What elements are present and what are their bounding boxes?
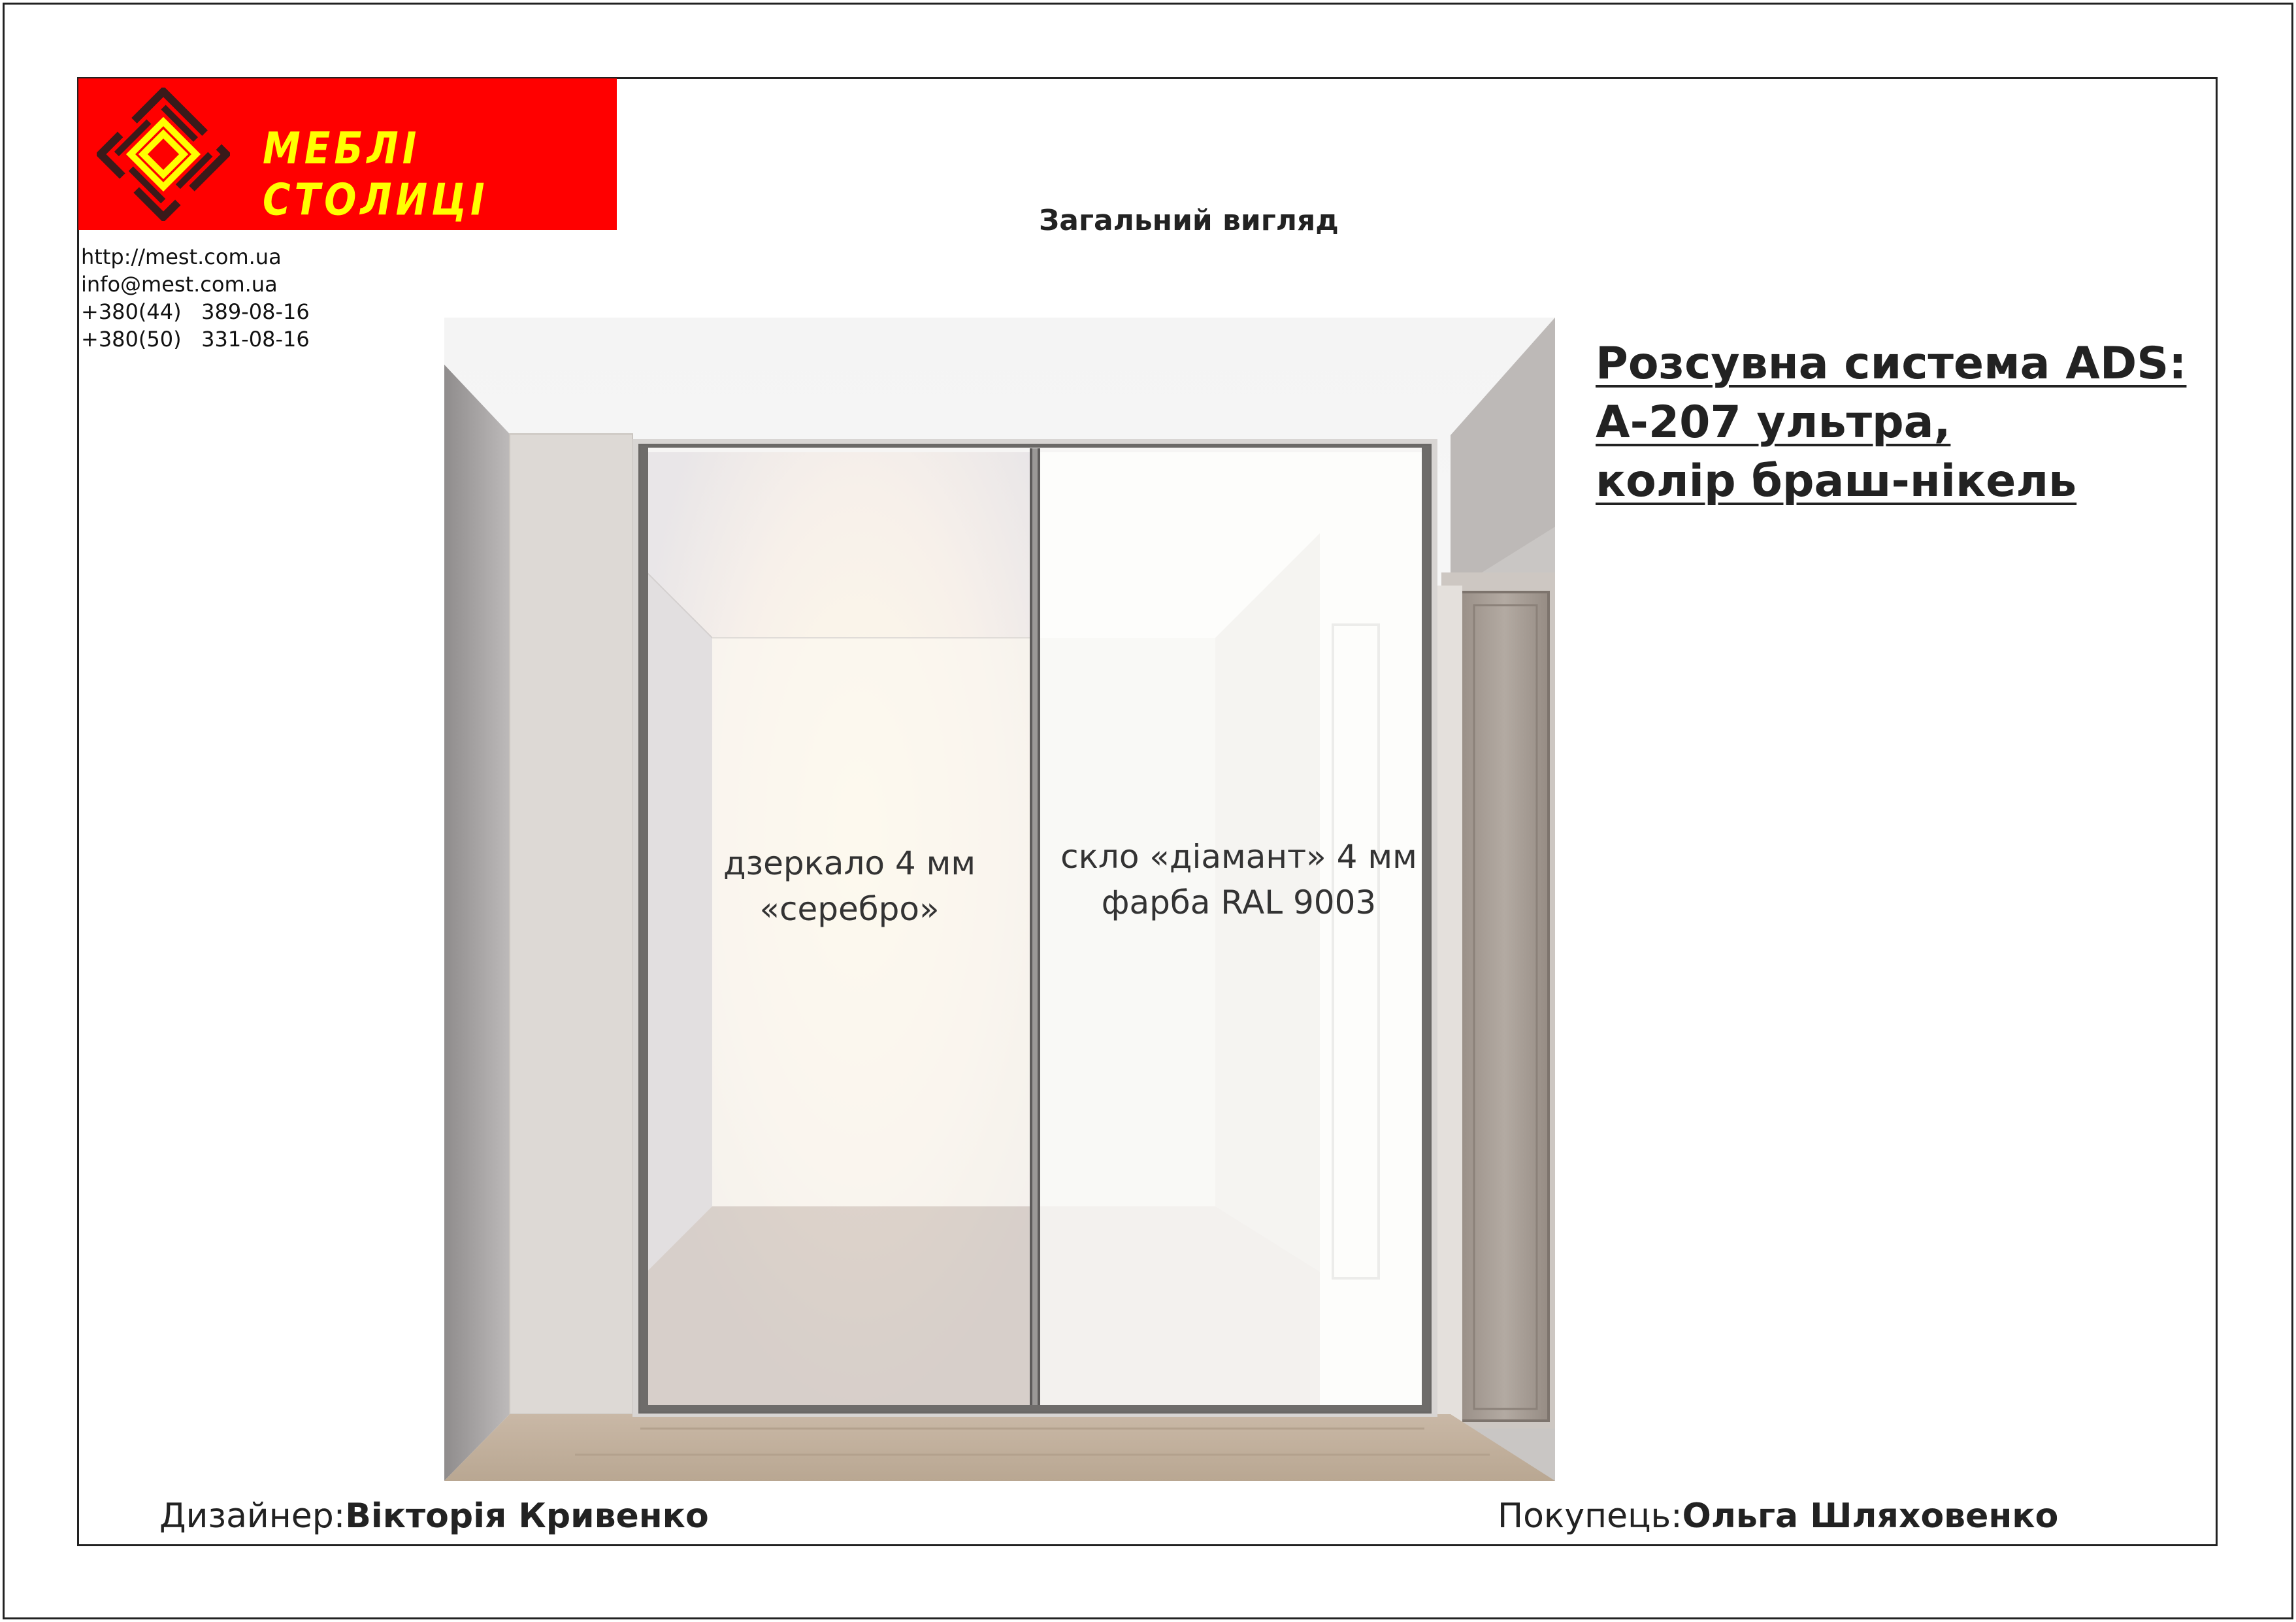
spec-line-2: А-207 ультра, bbox=[1596, 397, 1951, 448]
phone-2: +380(50) 331-08-16 bbox=[81, 327, 310, 352]
mirror-panel-label-line-2: «серебро» bbox=[759, 890, 940, 928]
logo-emblem-icon bbox=[97, 88, 230, 221]
glass-panel-label-line-1: скло «діамант» 4 мм bbox=[1060, 838, 1417, 876]
glass-panel-label bbox=[1030, 834, 1448, 925]
brand-logo bbox=[78, 78, 617, 230]
email-link[interactable]: info@mest.com.ua bbox=[81, 272, 278, 297]
designer-label: Дизайнер: bbox=[159, 1497, 346, 1536]
spec-line-3: колір браш-нікель bbox=[1596, 455, 2077, 507]
designer-name: Вікторія Кривенко bbox=[345, 1497, 709, 1536]
page-title: Загальний вигляд bbox=[1039, 204, 1339, 237]
brand-name: МЕБЛІ СТОЛИЦІ bbox=[263, 123, 489, 225]
spec-block bbox=[1596, 335, 2186, 511]
mirror-panel-label-line-1: дзеркало 4 мм bbox=[723, 844, 976, 882]
glass-panel-label-line-2: фарба RAL 9003 bbox=[1101, 884, 1377, 921]
website-link[interactable]: http://mest.com.ua bbox=[81, 244, 282, 269]
customer-label: Покупець: bbox=[1498, 1497, 1682, 1536]
phone-1: +380(44) 389-08-16 bbox=[81, 299, 310, 324]
mirror-panel-label bbox=[666, 840, 1032, 932]
customer-name: Ольга Шляховенко bbox=[1682, 1497, 2059, 1536]
contact-block bbox=[81, 243, 310, 353]
designer-credit bbox=[159, 1497, 709, 1536]
spec-line-1: Розсувна система ADS: bbox=[1596, 338, 2187, 389]
customer-credit bbox=[1498, 1497, 2058, 1536]
